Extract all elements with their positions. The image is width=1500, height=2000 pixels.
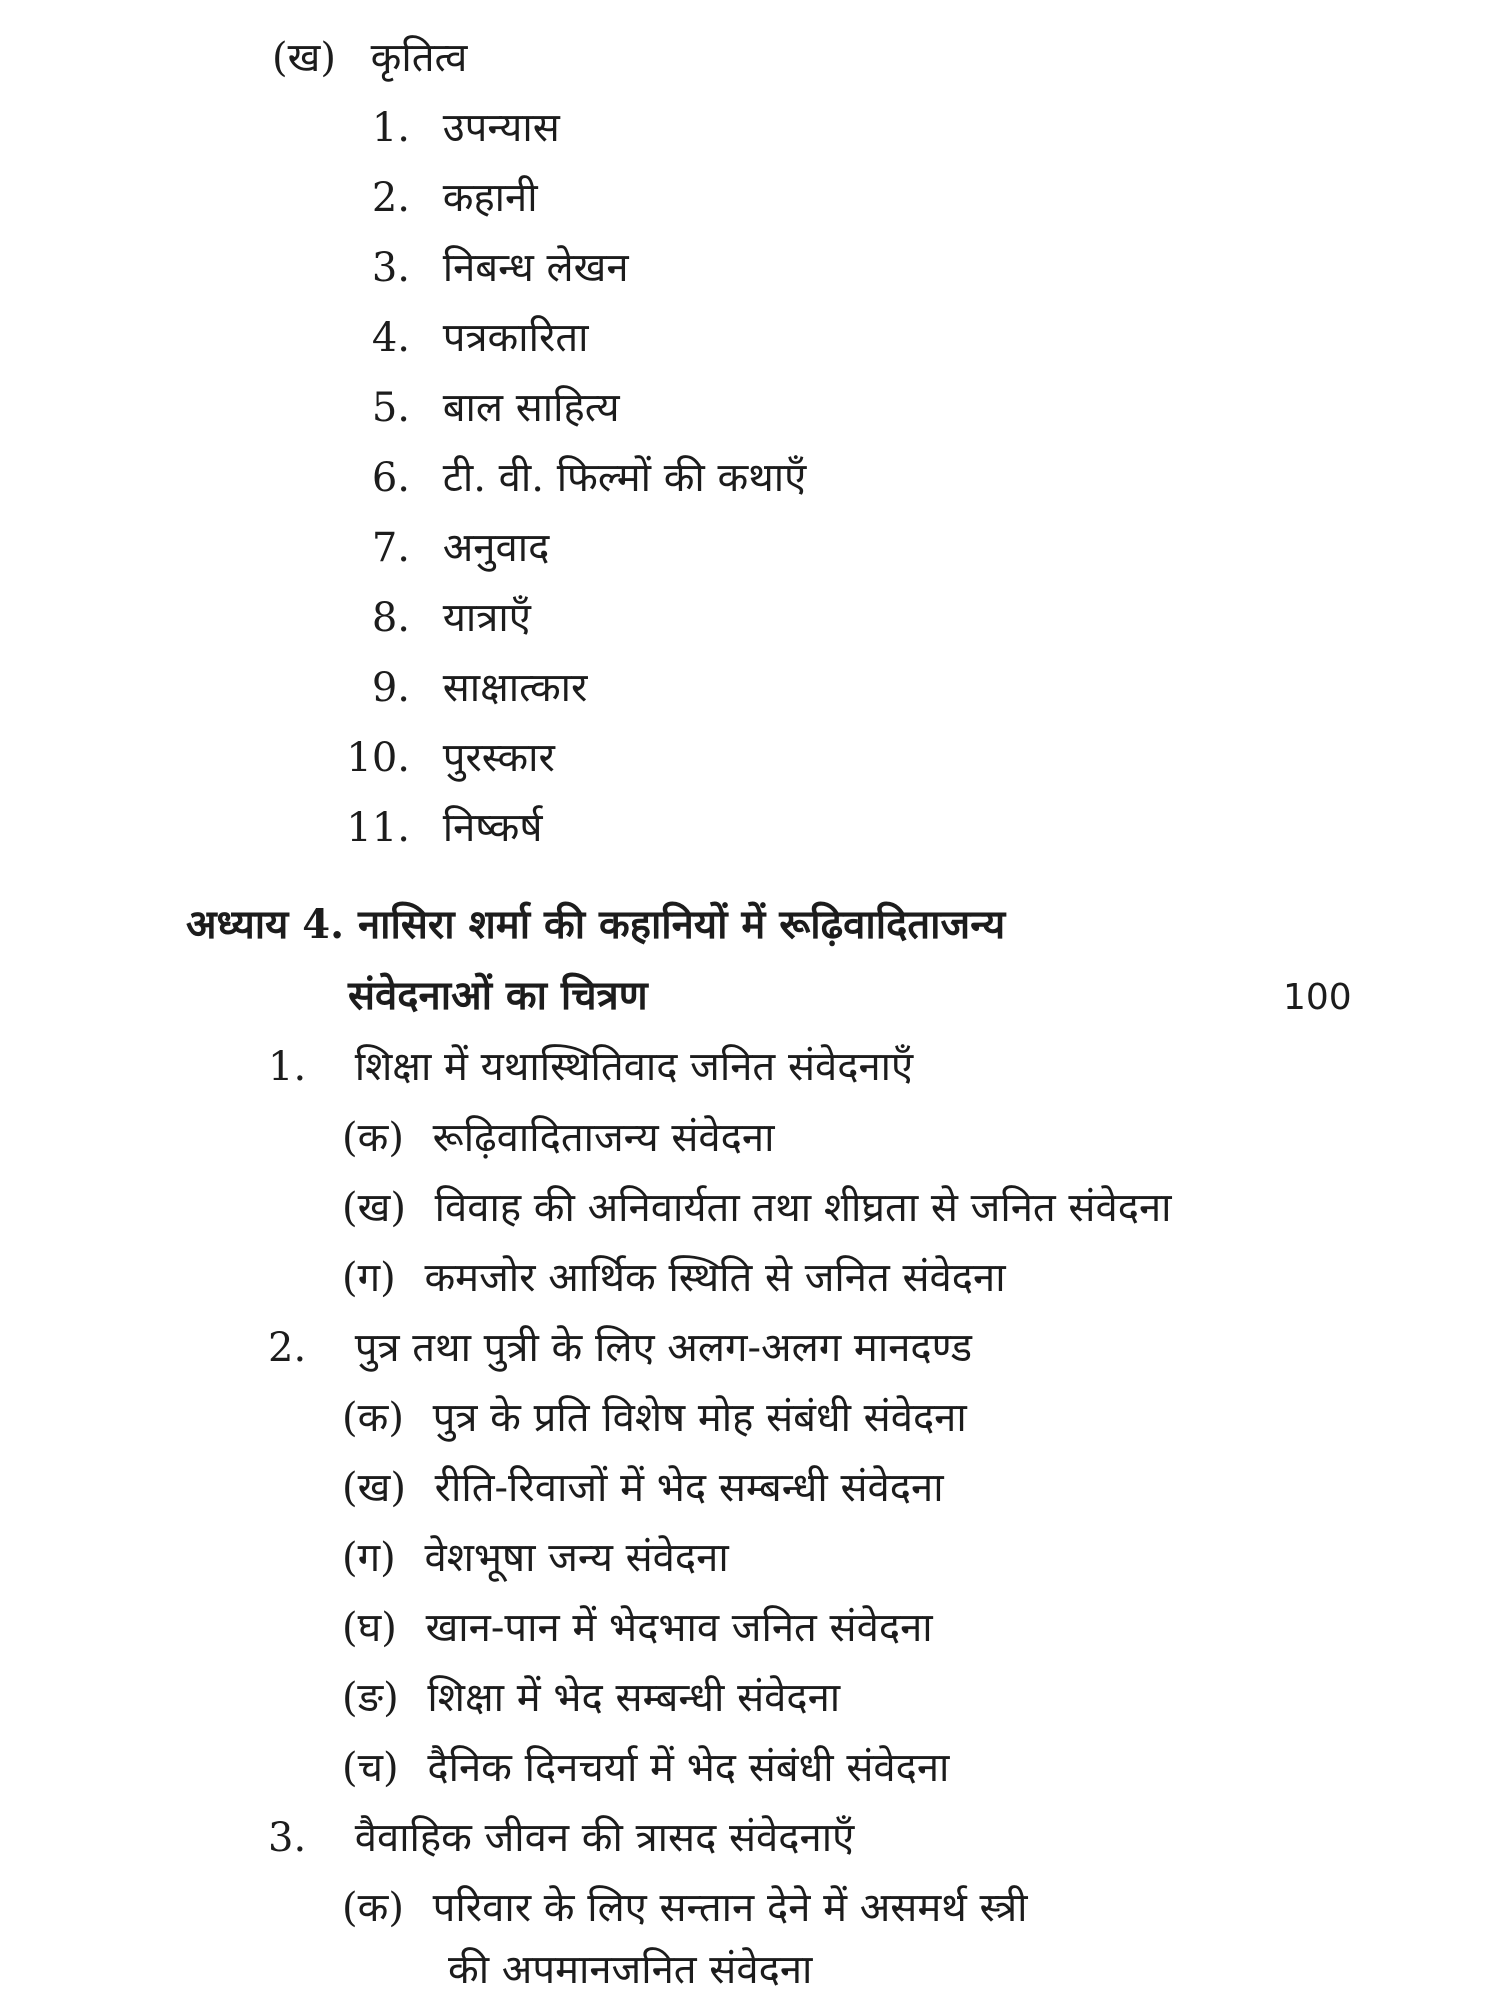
subsection-item <box>342 1395 967 1441</box>
subsection-marker: (ग) <box>342 1535 396 1581</box>
section-kh-heading <box>272 35 468 81</box>
list-item <box>340 175 538 221</box>
list-item-text: पुरस्कार <box>442 735 555 781</box>
chapter-section-title: शिक्षा में यथास्थितिवाद जनित संवेदनाएँ <box>354 1044 914 1090</box>
list-item <box>340 245 629 291</box>
chapter-section-title: वैवाहिक जीवन की त्रासद संवेदनाएँ <box>354 1815 855 1861</box>
subsection-marker: (च) <box>342 1745 399 1791</box>
list-item <box>340 385 620 431</box>
list-item-number: 9. <box>371 665 410 711</box>
list-item-number: 11. <box>346 805 410 851</box>
subsection-marker: (ख) <box>342 1465 406 1511</box>
list-item-number: 5. <box>371 385 410 431</box>
subsection-item <box>342 1465 944 1511</box>
subsection-item <box>342 1605 933 1651</box>
subsection-text: वेशभूषा जन्य संवेदना <box>424 1535 729 1581</box>
subsection-text: दैनिक दिनचर्या में भेद संबंधी संवेदना <box>427 1745 950 1791</box>
section-kh-marker: (ख) <box>272 35 336 81</box>
list-item-text: अनुवाद <box>442 525 550 571</box>
subsection-marker: (क) <box>342 1885 404 1931</box>
subsection-text: रीति-रिवाजों में भेद सम्बन्धी संवेदना <box>434 1465 944 1511</box>
list-item-number: 8. <box>371 595 410 641</box>
list-item <box>340 315 589 361</box>
chapter-section <box>268 1325 973 1371</box>
list-item-text: उपन्यास <box>442 105 560 151</box>
subsection-marker: (ग) <box>342 1255 396 1301</box>
list-item-number: 3. <box>371 245 410 291</box>
subsection-text: कमजोर आर्थिक स्थिति से जनित संवेदना <box>424 1255 1006 1301</box>
subsection-text: रूढ़िवादिताजन्य संवेदना <box>432 1115 775 1161</box>
list-item-text: कहानी <box>442 175 538 221</box>
list-item <box>340 105 560 151</box>
chapter-section <box>268 1044 914 1090</box>
list-item-text: टी. वी. फिल्मों की कथाएँ <box>442 455 807 501</box>
list-item-number: 6. <box>371 455 410 501</box>
subsection-item <box>342 1745 950 1791</box>
subsection-text: परिवार के लिए सन्तान देने में असमर्थ स्त्री <box>432 1885 1028 1931</box>
subsection-text: शिक्षा में भेद सम्बन्धी संवेदना <box>427 1675 841 1721</box>
list-item <box>340 595 531 641</box>
chapter-section-number: 1. <box>268 1044 307 1090</box>
chapter-section <box>268 1815 855 1861</box>
list-item-text: निबन्ध लेखन <box>442 245 629 291</box>
list-item <box>340 455 807 501</box>
page-number: 100 <box>1283 977 1352 1018</box>
subsection-text: विवाह की अनिवार्यता तथा शीघ्रता से जनित संवेदना <box>434 1185 1172 1231</box>
subsection-marker: (ङ) <box>342 1675 399 1721</box>
list-item-number: 2. <box>371 175 410 221</box>
list-item-number: 4. <box>371 315 410 361</box>
list-item <box>340 525 550 571</box>
subsection-item <box>342 1185 1172 1231</box>
list-item <box>340 735 555 781</box>
list-item-text: पत्रकारिता <box>442 315 589 361</box>
subsection-item <box>342 1115 775 1161</box>
subsection-text: पुत्र के प्रति विशेष मोह संबंधी संवेदना <box>432 1395 967 1441</box>
list-item-number: 10. <box>346 735 410 781</box>
list-item <box>340 665 588 711</box>
list-item-text: साक्षात्कार <box>442 665 588 711</box>
subsection-text: खान-पान में भेदभाव जनित संवेदना <box>425 1605 933 1651</box>
list-item-text: यात्राएँ <box>442 595 531 641</box>
subsection-marker: (क) <box>342 1395 404 1441</box>
subsection-continuation: की अपमानजनित संवेदना <box>448 1947 813 1993</box>
subsection-item <box>342 1675 841 1721</box>
subsection-marker: (घ) <box>342 1605 397 1651</box>
chapter-heading-line1: अध्याय 4. नासिरा शर्मा की कहानियों में रूढ़िवादिताजन्य <box>186 901 1006 948</box>
list-item <box>340 805 543 851</box>
subsection-item <box>342 1885 1028 1931</box>
chapter-section-number: 2. <box>268 1325 307 1371</box>
section-kh-title: कृतित्व <box>370 35 468 81</box>
chapter-section-title: पुत्र तथा पुत्री के लिए अलग-अलग मानदण्ड <box>354 1325 973 1371</box>
list-item-number: 7. <box>371 525 410 571</box>
chapter-section-number: 3. <box>268 1815 307 1861</box>
subsection-marker: (क) <box>342 1115 404 1161</box>
list-item-text: बाल साहित्य <box>442 385 620 431</box>
list-item-number: 1. <box>371 105 410 151</box>
list-item-text: निष्कर्ष <box>442 805 543 851</box>
subsection-marker: (ख) <box>342 1185 406 1231</box>
chapter-heading-line2: संवेदनाओं का चित्रण <box>348 972 648 1019</box>
subsection-item <box>342 1255 1006 1301</box>
subsection-item <box>342 1535 729 1581</box>
